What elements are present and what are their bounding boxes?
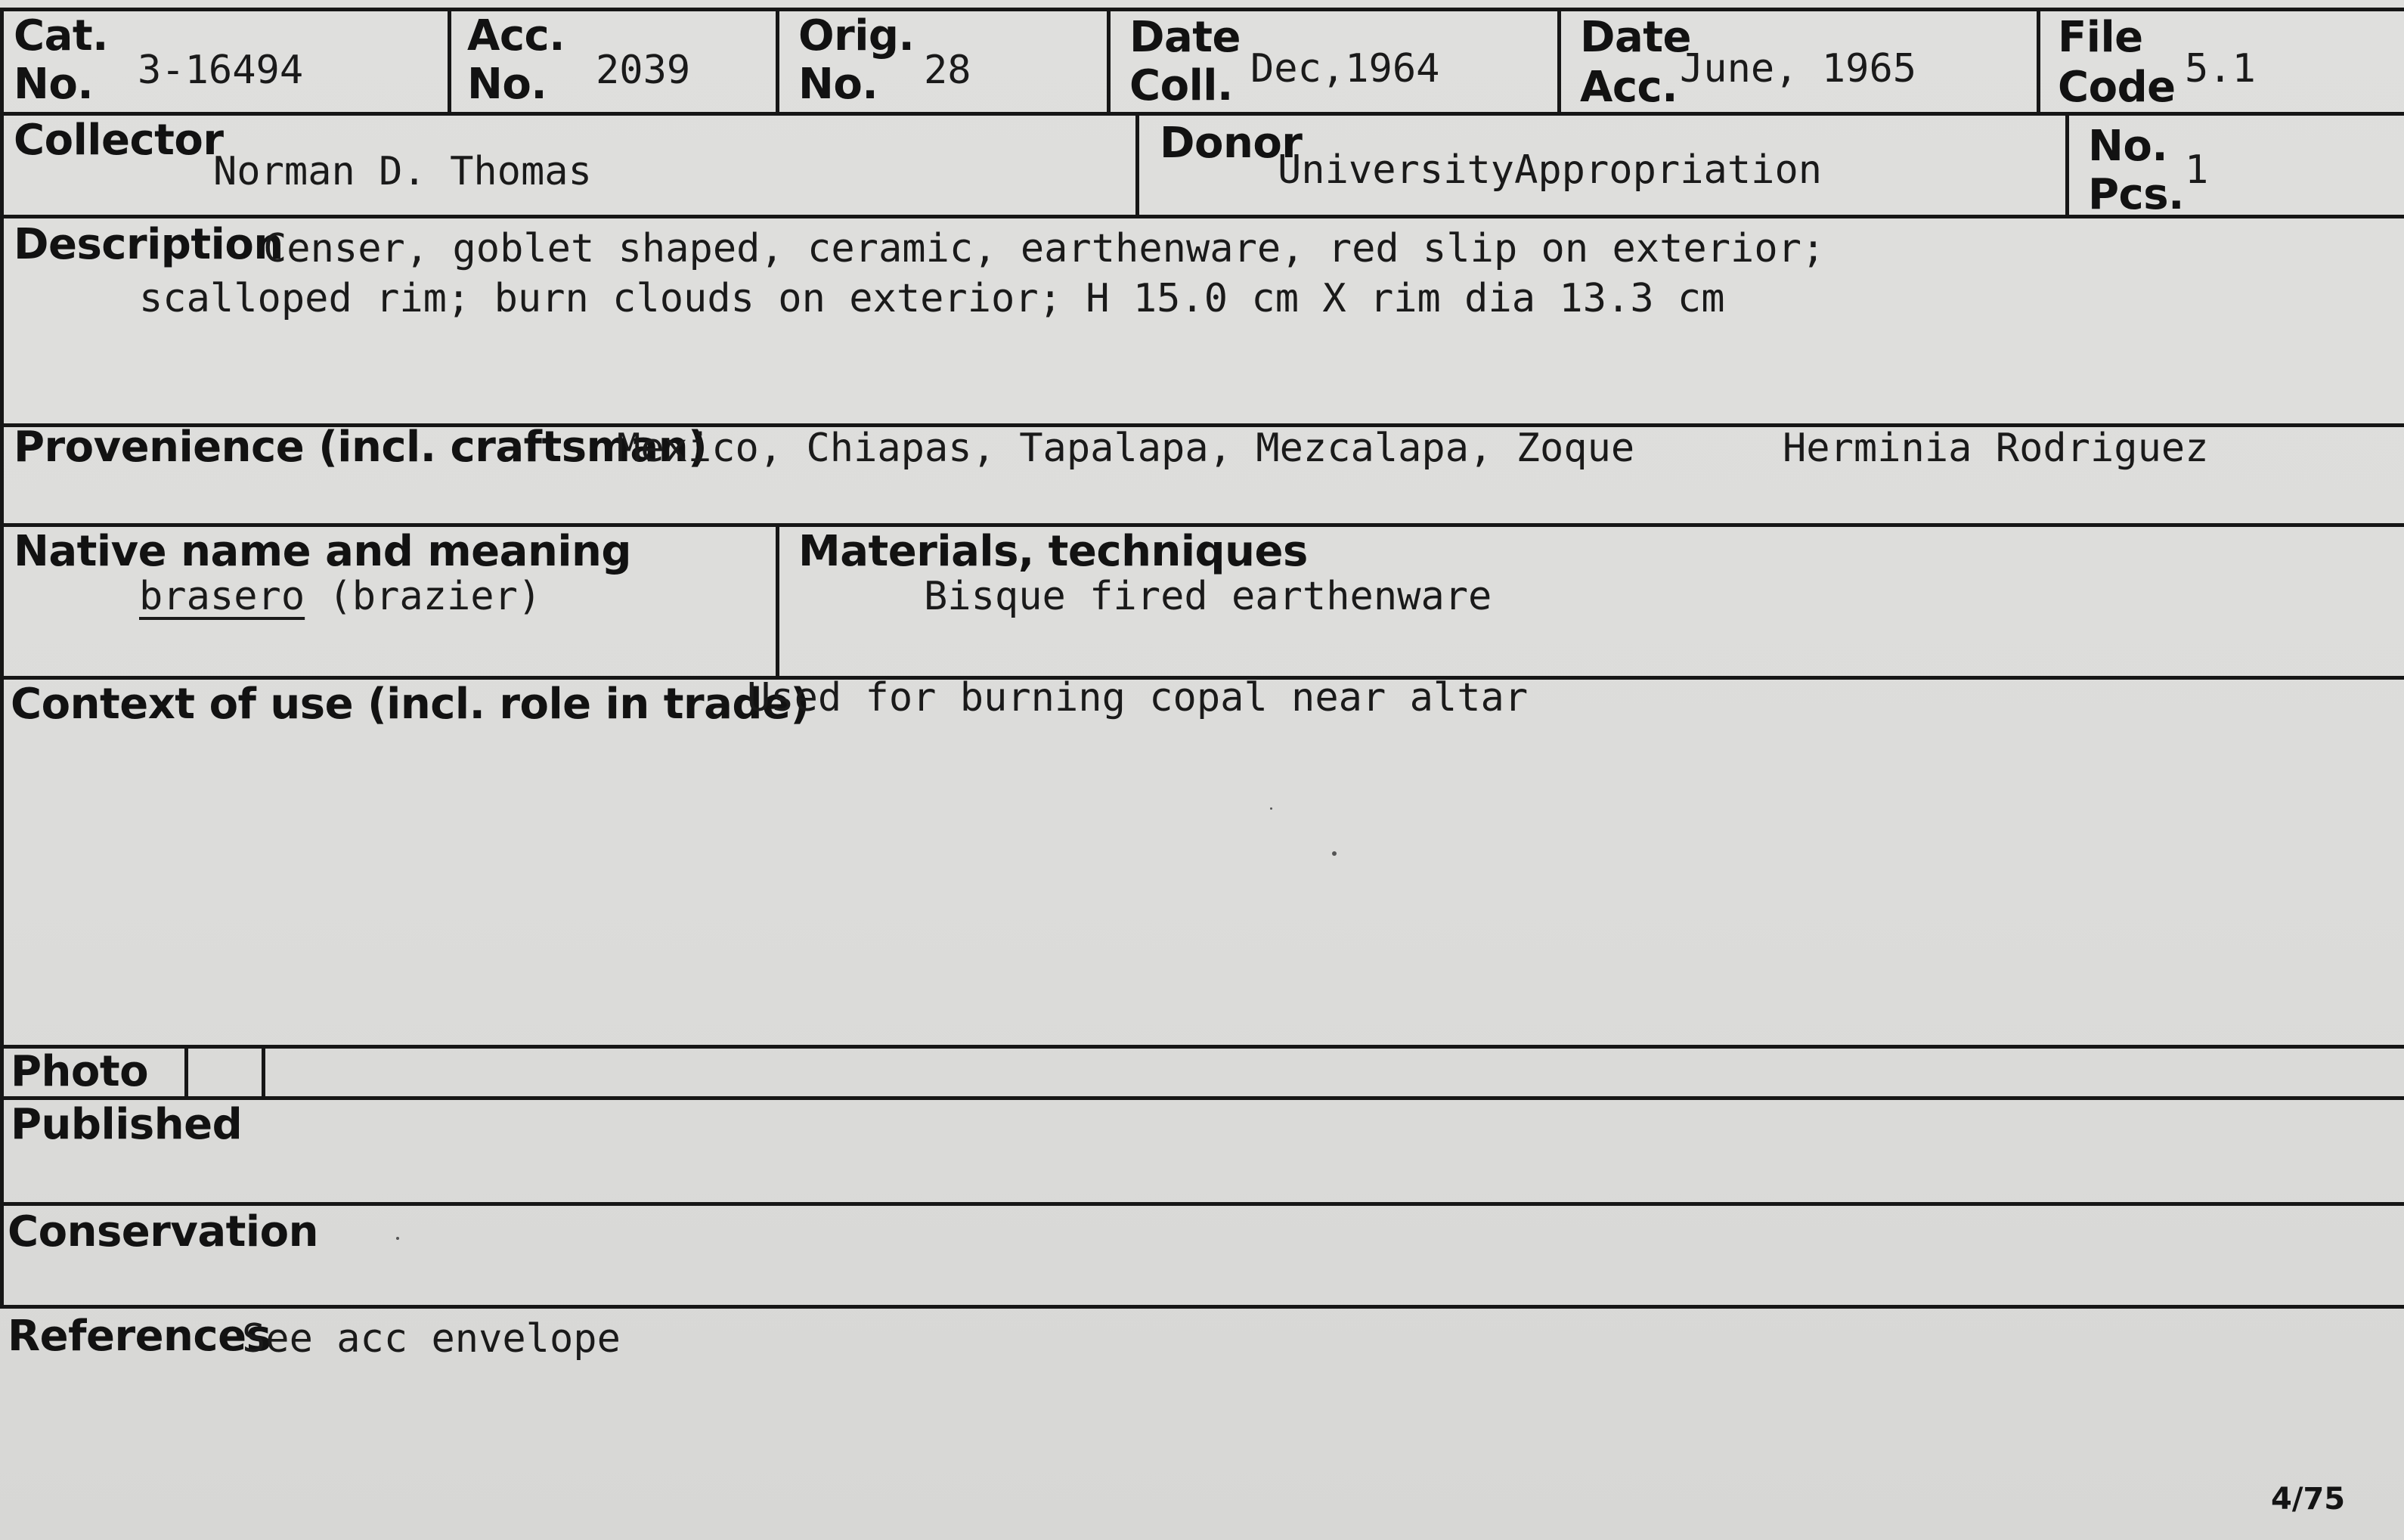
orig-label-1: Orig.: [798, 11, 915, 60]
divider-donor-pcs: [2065, 113, 2069, 216]
card-date-note: 4/75: [2271, 1482, 2346, 1517]
rule-photo-bottom: [0, 1096, 2404, 1100]
acc-label-1: Acc.: [467, 11, 565, 60]
file-label-1: File: [2058, 13, 2143, 62]
photo-label: Photo: [11, 1047, 149, 1096]
pieces-count: 1: [2185, 147, 2209, 193]
orig-label-2: No.: [798, 60, 878, 109]
rule-collector-bottom: [0, 215, 2404, 218]
rule-left-edge: [0, 8, 4, 1308]
divider-cat-acc: [448, 8, 451, 113]
card-speck: [1270, 807, 1272, 810]
acc-number: 2039: [596, 48, 691, 93]
donor-name: UniversityAppropriation: [1278, 147, 1823, 193]
date-coll-label-2: Coll.: [1129, 61, 1233, 110]
divider-orig-datecoll: [1107, 8, 1111, 113]
native-term: brasero: [139, 574, 305, 619]
card-speck: [1332, 851, 1337, 856]
cat-number: 3-16494: [138, 48, 304, 93]
collector-name: Norman D. Thomas: [213, 149, 592, 194]
cat-label-2: No.: [14, 60, 94, 109]
references-value: See acc envelope: [242, 1316, 621, 1362]
cat-label-1: Cat.: [14, 11, 108, 60]
acc-label-2: No.: [467, 60, 547, 109]
photo-box-divider-1: [184, 1046, 188, 1098]
references-label: References: [8, 1312, 271, 1361]
native-name-label: Native name and meaning: [14, 527, 631, 576]
provenience-label: Provenience (incl. craftsman): [14, 423, 708, 472]
divider-datecoll-dateacc: [1557, 8, 1561, 113]
native-name-value: [139, 572, 541, 621]
context-label: Context of use (incl. role in trade): [11, 680, 810, 729]
rule-conservation-bottom: [0, 1305, 2404, 1309]
conservation-label: Conservation: [8, 1207, 318, 1256]
materials-label: Materials, techniques: [798, 527, 1308, 576]
divider-dateacc-file: [2037, 8, 2040, 113]
date-acc-label-2: Acc.: [1580, 63, 1678, 112]
donor-label: Donor: [1160, 119, 1303, 168]
description-label: Description: [14, 220, 283, 269]
pcs-label-1: No.: [2088, 122, 2168, 171]
orig-number: 28: [924, 48, 971, 93]
date-coll-label-1: Date: [1129, 13, 1241, 62]
rule-top: [0, 8, 2404, 11]
context-value: Used for burning copal near altar: [747, 675, 1529, 720]
native-meaning: (brazier): [328, 574, 542, 619]
published-label: Published: [11, 1100, 243, 1149]
rule-header-bottom: [0, 112, 2404, 116]
file-label-2: Code: [2058, 63, 2176, 112]
divider-acc-orig: [776, 8, 779, 113]
divider-collector-donor: [1135, 113, 1139, 216]
rule-published-bottom: [0, 1202, 2404, 1206]
materials-value: Bisque fired earthenware: [924, 574, 1492, 619]
divider-native-materials: [776, 525, 779, 677]
date-acc-label-1: Date: [1580, 13, 1692, 62]
date-accessioned: June, 1965: [1680, 46, 1917, 91]
photo-box-divider-2: [262, 1046, 265, 1098]
pcs-label-2: Pcs.: [2088, 170, 2184, 219]
file-code: 5.1: [2185, 46, 2256, 91]
rule-context-bottom: [0, 1045, 2404, 1049]
description-line-2: scalloped rim; burn clouds on exterior; H 15.0 cm X rim dia 13.3 cm: [139, 276, 1725, 321]
provenience-value: Mexico, Chiapas, Tapalapa, Mezcalapa, Zoque: [617, 426, 1635, 471]
collector-label: Collector: [14, 116, 224, 165]
card-speck: [396, 1237, 399, 1240]
craftsman-name: Herminia Rodriguez: [1783, 426, 2209, 471]
description-line-1: Censer, goblet shaped, ceramic, earthenware, red slip on exterior;: [263, 226, 1826, 271]
date-collected: Dec,1964: [1250, 46, 1440, 91]
